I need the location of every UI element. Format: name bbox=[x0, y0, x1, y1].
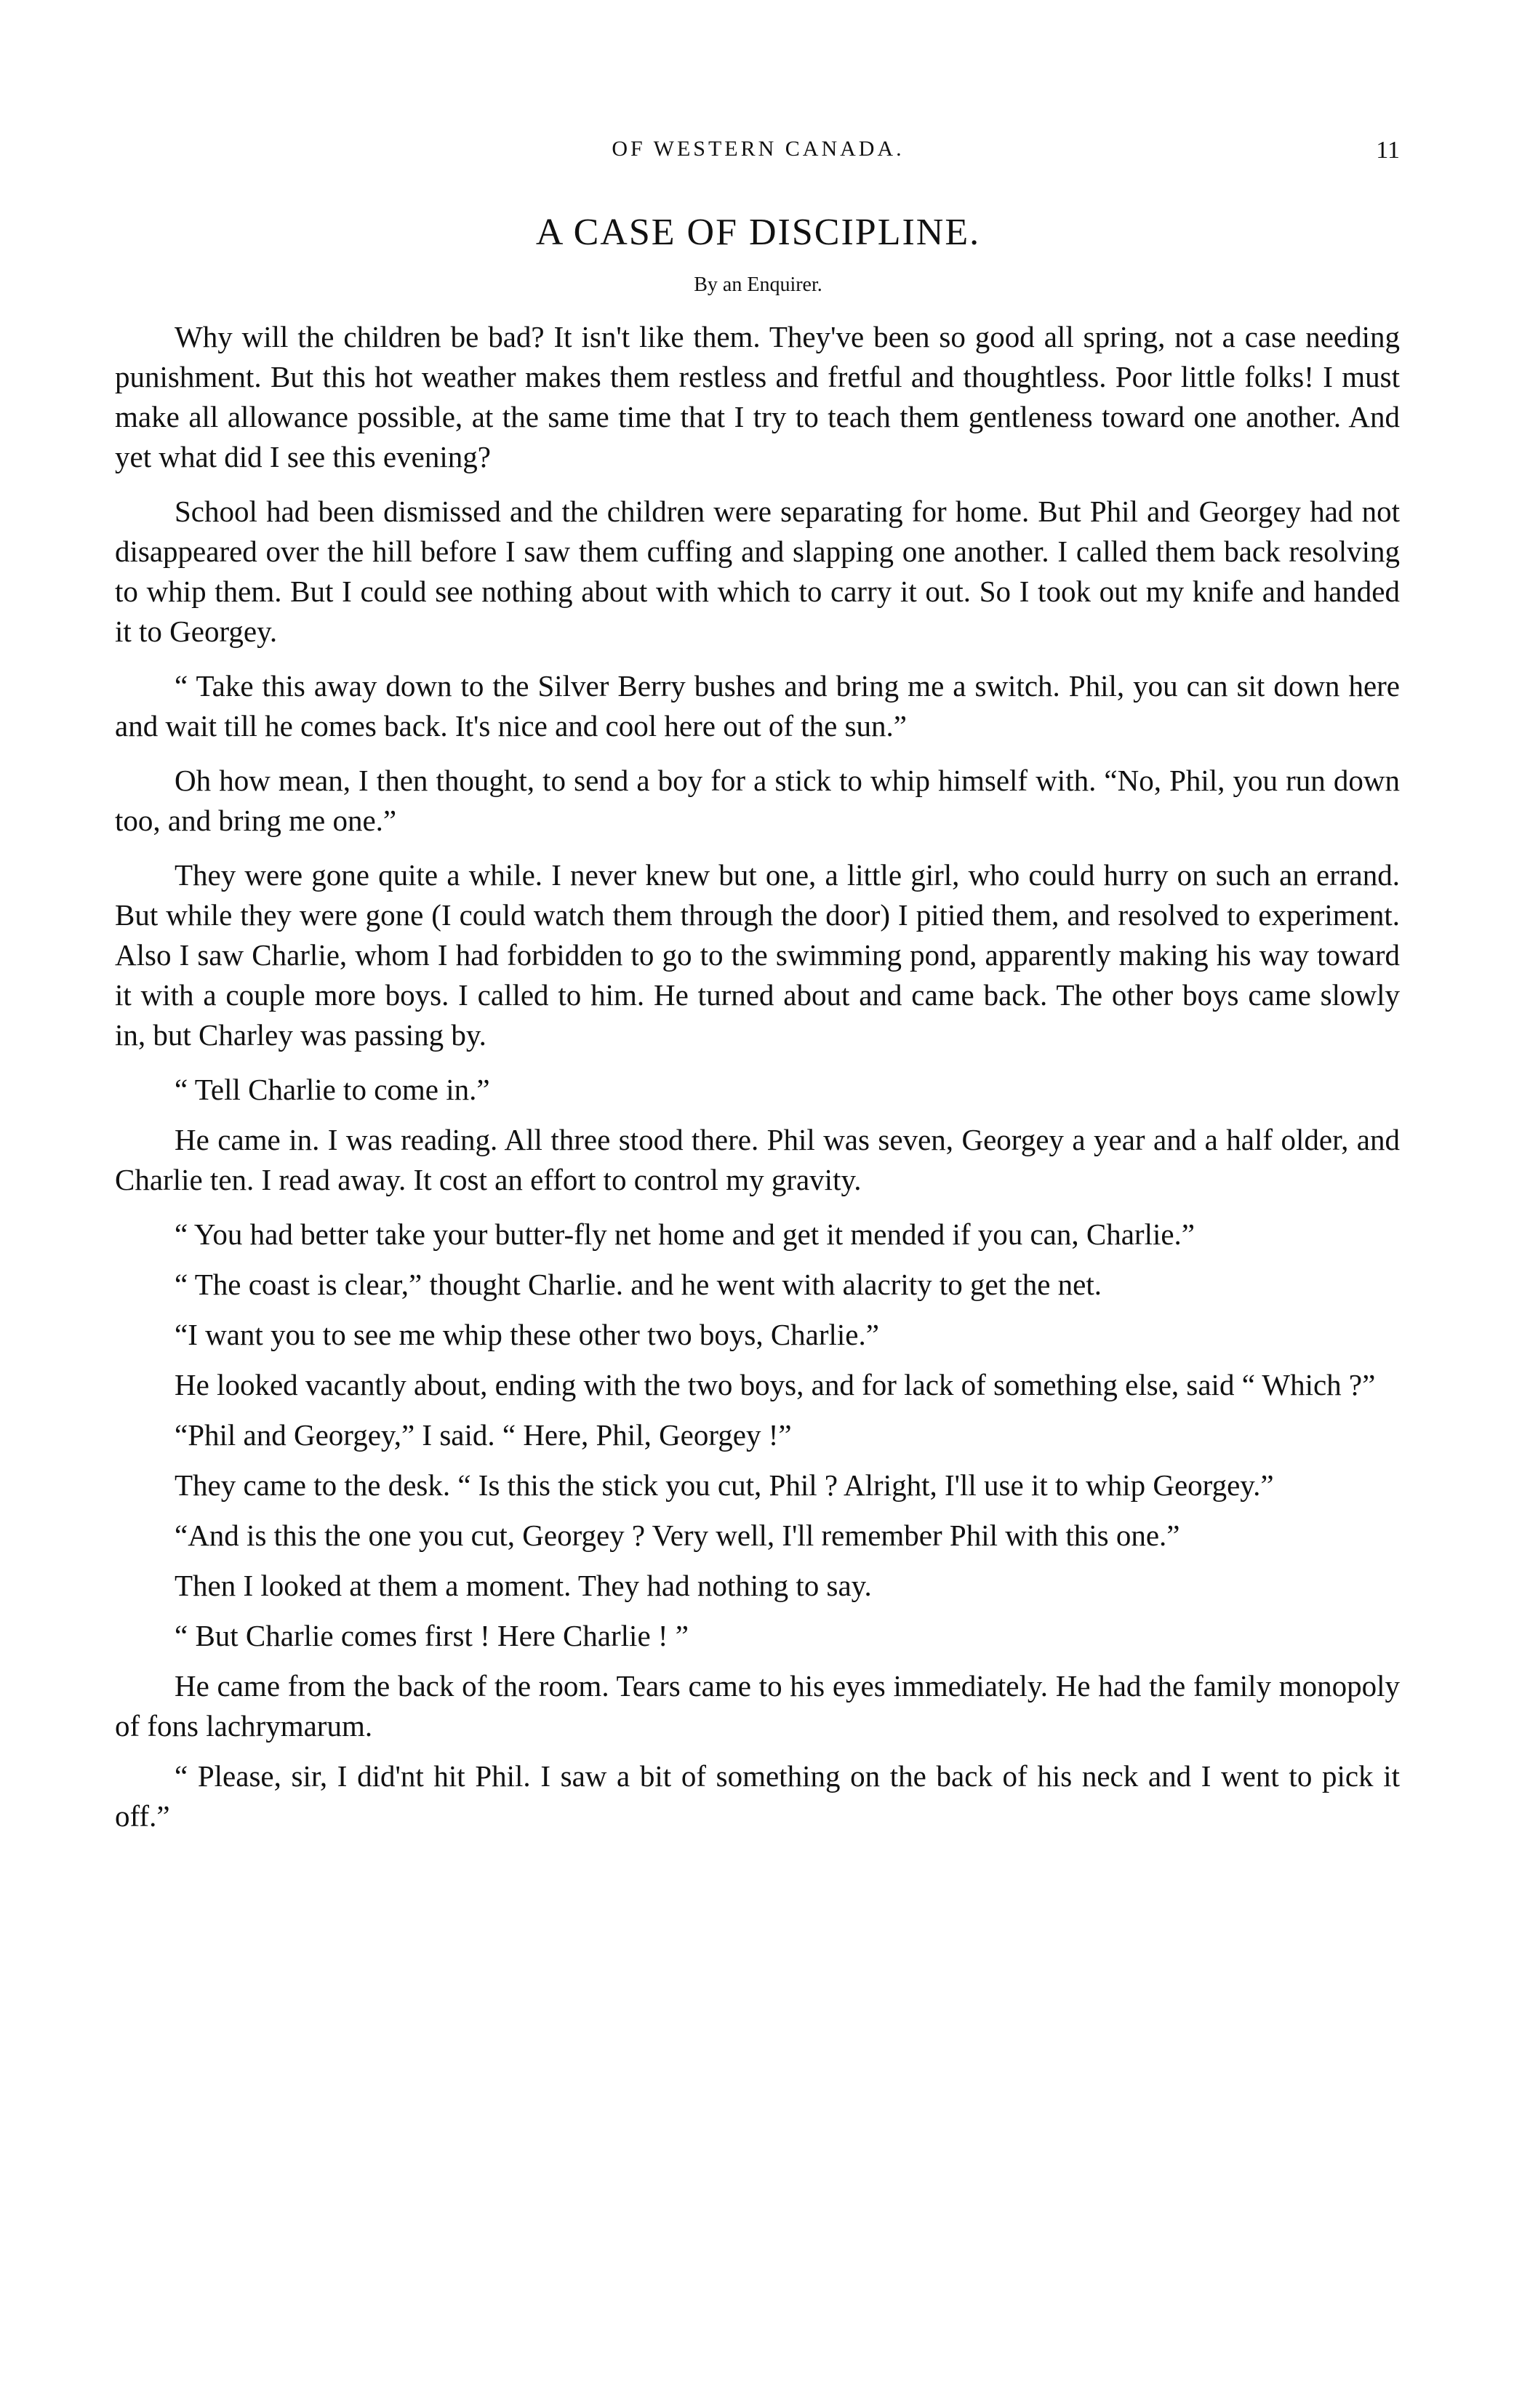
paragraph: “ The coast is clear,” thought Charlie. and he went with alacrity to get the net. bbox=[175, 1268, 1102, 1301]
paragraph: He came from the back of the room. Tears came to his eyes immediately. He had the family monopoly of fons lachrymarum. bbox=[115, 1669, 1400, 1743]
running-header bbox=[116, 137, 1400, 173]
page-number: 11 bbox=[1376, 137, 1400, 164]
paragraph: School had been dismissed and the children were separating for home. But Phil and Georgey had not disappeared over the hill before I saw them cuffing and slapping one another. I called them back resolving to whip them. But I could see nothing about with which to carry it out. So I took out my knife and handed it to Georgey. bbox=[115, 495, 1400, 648]
paragraph: “ Tell Charlie to come in.” bbox=[175, 1073, 490, 1106]
paragraph: “ Take this away down to the Silver Berry bushes and bring me a switch. Phil, you can sit down here and wait till he comes back. It's nice and cool here out of the sun.” bbox=[115, 669, 1400, 743]
paragraph: “I want you to see me whip these other two boys, Charlie.” bbox=[175, 1318, 879, 1351]
paragraph: “ You had better take your butter-fly net home and get it mended if you can, Charlie.” bbox=[175, 1217, 1195, 1251]
paragraph: They were gone quite a while. I never knew but one, a little girl, who could hurry on such an errand. But while they were gone (I could watch them through the door) I pitied them, and resolved to experiment. Also I saw Charlie, whom I had forbidden to go to the swimming pond, apparently making his way toward it with a couple more boys. I called to him. He turned about and came back. The other boys came slowly in, but Charley was passing by. bbox=[115, 858, 1400, 1052]
paragraph: “Phil and Georgey,” I said. “ Here, Phil, Georgey !” bbox=[175, 1418, 792, 1452]
paragraph: “ But Charlie comes first ! Here Charlie ! ” bbox=[175, 1619, 689, 1652]
running-title: OF WESTERN CANADA. bbox=[612, 137, 905, 161]
paragraph: “ Please, sir, I did'nt hit Phil. I saw a bit of something on the back of his neck and I went to pick it off.” bbox=[115, 1759, 1400, 1833]
article-title: A CASE OF DISCIPLINE. bbox=[535, 212, 981, 253]
paragraph: Oh how mean, I then thought, to send a boy for a stick to whip himself with. “No, Phil, you run down too, and bring me one.” bbox=[115, 764, 1400, 837]
article-byline: By an Enquirer. bbox=[694, 273, 822, 296]
paragraph: Why will the children be bad? It isn't like them. They've been so good all spring, not a case needing punishment. But this hot weather makes them restless and fretful and thoughtless. Poor little folks! I must make all allowance possible, at the same time that I try to teach them gentleness toward one another. And yet what did I see this evening? bbox=[115, 320, 1400, 473]
paragraph: He looked vacantly about, ending with the two boys, and for lack of something else, said “ Which ?” bbox=[175, 1368, 1376, 1401]
paragraph: Then I looked at them a moment. They had nothing to say. bbox=[175, 1569, 872, 1602]
article-body bbox=[115, 317, 1400, 1847]
paragraph: He came in. I was reading. All three stood there. Phil was seven, Georgey a year and a half older, and Charlie ten. I read away. It cost an effort to control my gravity. bbox=[115, 1123, 1400, 1196]
paragraph: They came to the desk. “ Is this the stick you cut, Phil ? Alright, I'll use it to whip Georgey.” bbox=[175, 1468, 1274, 1502]
paragraph: “And is this the one you cut, Georgey ? Very well, I'll remember Phil with this one.” bbox=[175, 1519, 1180, 1552]
